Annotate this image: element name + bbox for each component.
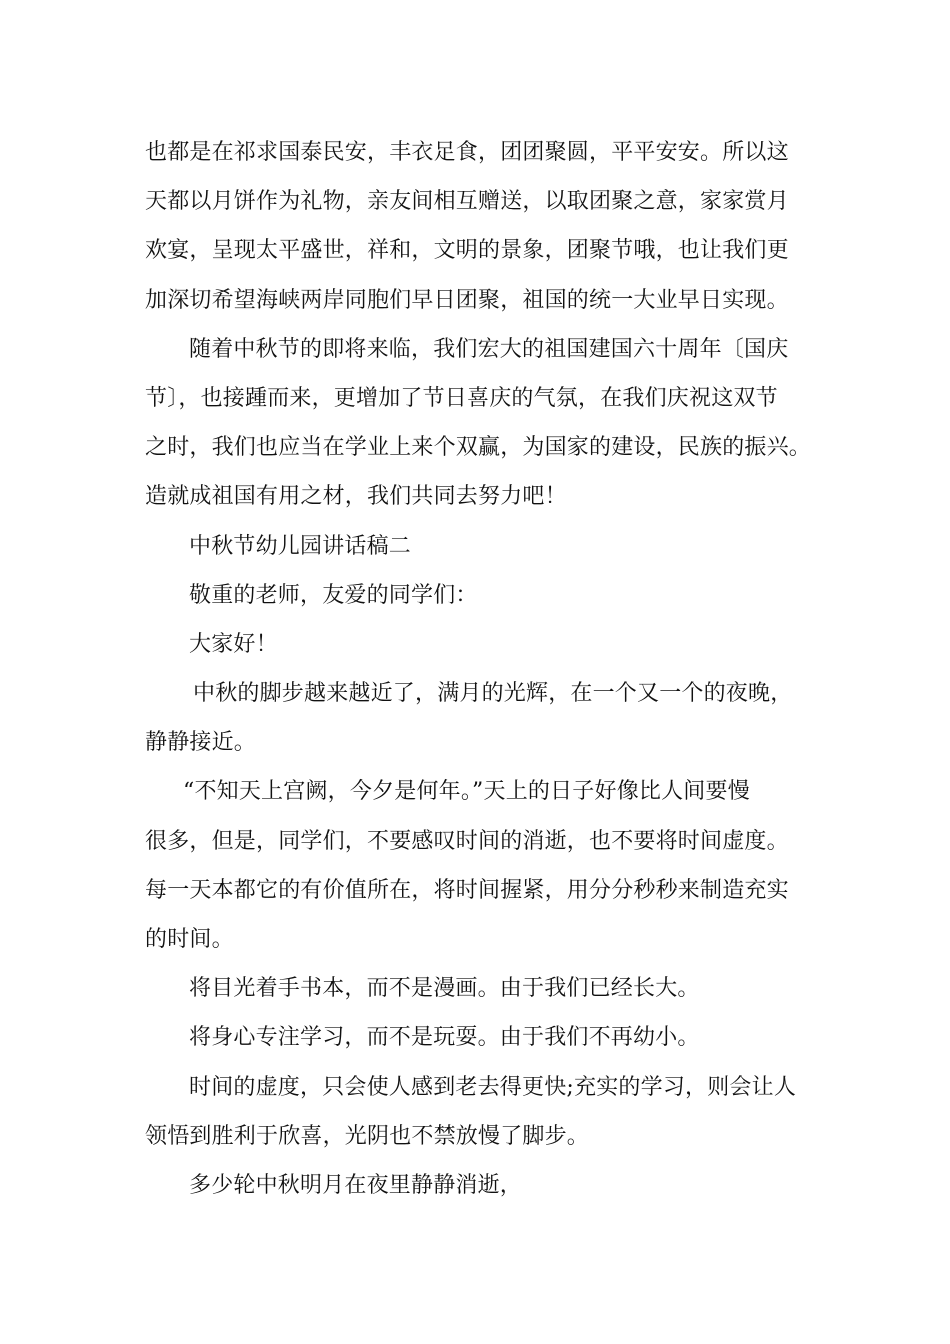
text-line: 欢宴，呈现太平盛世，祥和，文明的景象，团聚节哦，也让我们更 — [145, 238, 789, 264]
section-title: 中秋节幼儿园讲话稿二 — [189, 533, 412, 559]
text-line: 节〕，也接踵而来，更增加了节日喜庆的气氛，在我们庆祝这双节 — [145, 385, 778, 411]
salutation: 敬重的老师，友爱的同学们： — [189, 582, 478, 608]
paragraph-start-line: 将身心专注学习，而不是玩耍。由于我们不再幼小。 — [189, 1025, 700, 1051]
document-body — [145, 128, 835, 1210]
text-line: 加深切希望海峡两岸同胞们早日团聚，祖国的统一大业早日实现。 — [145, 287, 789, 313]
paragraph-start-line: 将目光着手书本，而不是漫画。由于我们已经长大。 — [189, 976, 700, 1002]
text-line: 静静接近。 — [145, 730, 257, 756]
text-line: 每一天本都它的有价值所在，将时间握紧，用分分秒秒来制造充实 — [145, 877, 789, 903]
paragraph-start-line: 多少轮中秋明月在夜里静静消逝， — [189, 1172, 523, 1198]
text-line: 天都以月饼作为礼物，亲友间相互赠送，以取团聚之意，家家赏月 — [145, 189, 789, 215]
text-line: 之时，我们也应当在学业上来个双赢，为国家的建设，民族的振兴。 — [145, 435, 812, 461]
text-line: 领悟到胜利于欣喜，光阴也不禁放慢了脚步。 — [145, 1123, 590, 1149]
paragraph-start-line: “不知天上宫阙，今夕是何年。”天上的日子好像比人间要慢 — [183, 779, 750, 805]
paragraph-start-line: 中秋的脚步越来越近了，满月的光辉，在一个又一个的夜晚， — [193, 681, 793, 707]
text-line: 很多，但是，同学们，不要感叹时间的消逝，也不要将时间虚度。 — [145, 828, 789, 854]
paragraph-start-line: 随着中秋节的即将来临，我们宏大的祖国建国六十周年〔国庆 — [189, 336, 789, 362]
greeting: 大家好！ — [189, 631, 278, 657]
paragraph-start-line: 时间的虚度，只会使人感到老去得更快;充实的学习，则会让人 — [189, 1074, 797, 1100]
text-line: 造就成祖国有用之材，我们共同去努力吧！ — [145, 484, 567, 510]
text-line: 也都是在祁求国泰民安，丰衣足食，团团聚圆，平平安安。所以这 — [145, 140, 789, 165]
text-line: 的时间。 — [145, 927, 234, 952]
